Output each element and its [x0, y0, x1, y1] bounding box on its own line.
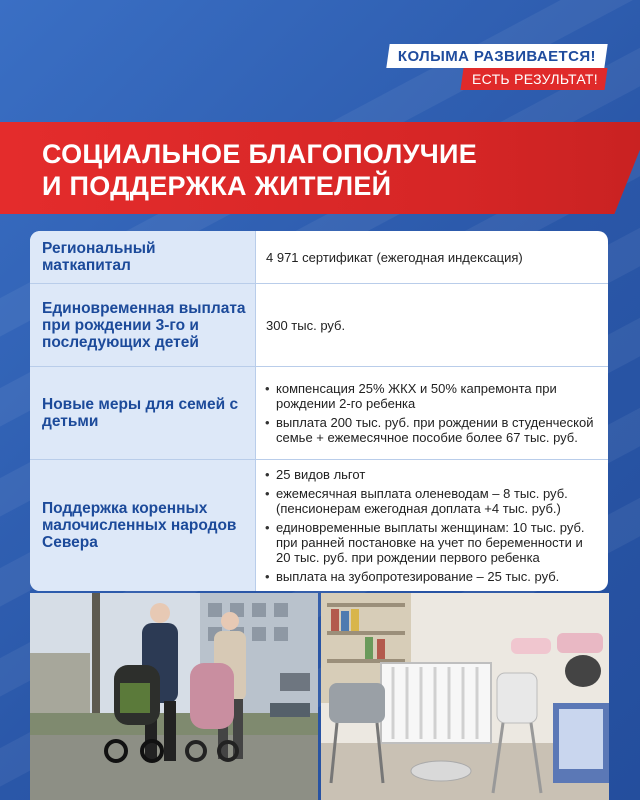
slogan-primary: КОЛЫМА РАЗВИВАЕТСЯ!: [386, 44, 607, 68]
photo-mothers-with-strollers: [30, 593, 318, 800]
bullet-item: • компенсация 25% ЖКХ и 50% капремонта при рождении 2-го ребенка: [264, 381, 600, 411]
row-label-cell: [30, 460, 256, 591]
row-value-cell: [264, 231, 600, 283]
table-row: [30, 460, 608, 591]
row-value: 300 тыс. руб.: [266, 317, 346, 333]
title-line-1: СОЦИАЛЬНОЕ БЛАГОПОЛУЧИЕ: [42, 139, 478, 169]
title-line-2: И ПОДДЕРЖКА ЖИТЕЛЕЙ: [42, 171, 392, 201]
bullet-item: • выплата 200 тыс. руб. при рождении в студенческой семье + ежемесячное пособие более 67 тыс. руб.: [264, 415, 600, 445]
row-value-cell: [264, 367, 600, 459]
row-value-cell: [264, 460, 600, 591]
bullet-item: • ежемесячная выплата оленеводам – 8 тыс. руб. (пенсионерам ежегодная доплата +4 тыс. руб.): [264, 486, 600, 516]
row-label-cell: [30, 284, 256, 366]
slogan-secondary: ЕСТЬ РЕЗУЛЬТАТ!: [460, 68, 607, 90]
row-label: Новые меры для семей с детьми: [42, 396, 239, 430]
bullet-item: • выплата на зубопротезирование – 25 тыс. руб.: [264, 569, 600, 584]
bullet-item: • 25 видов льгот: [264, 467, 600, 482]
row-label-cell: [30, 231, 256, 283]
row-label: Единовременная выплата при рождении 3-го и последующих детей: [42, 299, 246, 351]
row-value-cell: [264, 284, 600, 366]
table-row: [30, 284, 608, 367]
row-label: Поддержка коренных малочисленных народов Севера: [42, 500, 237, 551]
table-row: [30, 367, 608, 460]
row-label-cell: [30, 367, 256, 459]
measures-table: [30, 231, 608, 591]
row-value: 4 971 сертификат (ежегодная индексация): [266, 249, 523, 265]
bullet-item: • единовременные выплаты женщинам: 10 тыс. руб. при ранней постановке на учет по беременности и 20 тыс. руб. при рождении первого ребенка: [264, 520, 600, 565]
table-row: [30, 231, 608, 284]
photo-baby-furniture-room: [321, 593, 609, 800]
page-title: [42, 138, 477, 202]
row-label: Региональный маткапитал: [42, 240, 156, 274]
